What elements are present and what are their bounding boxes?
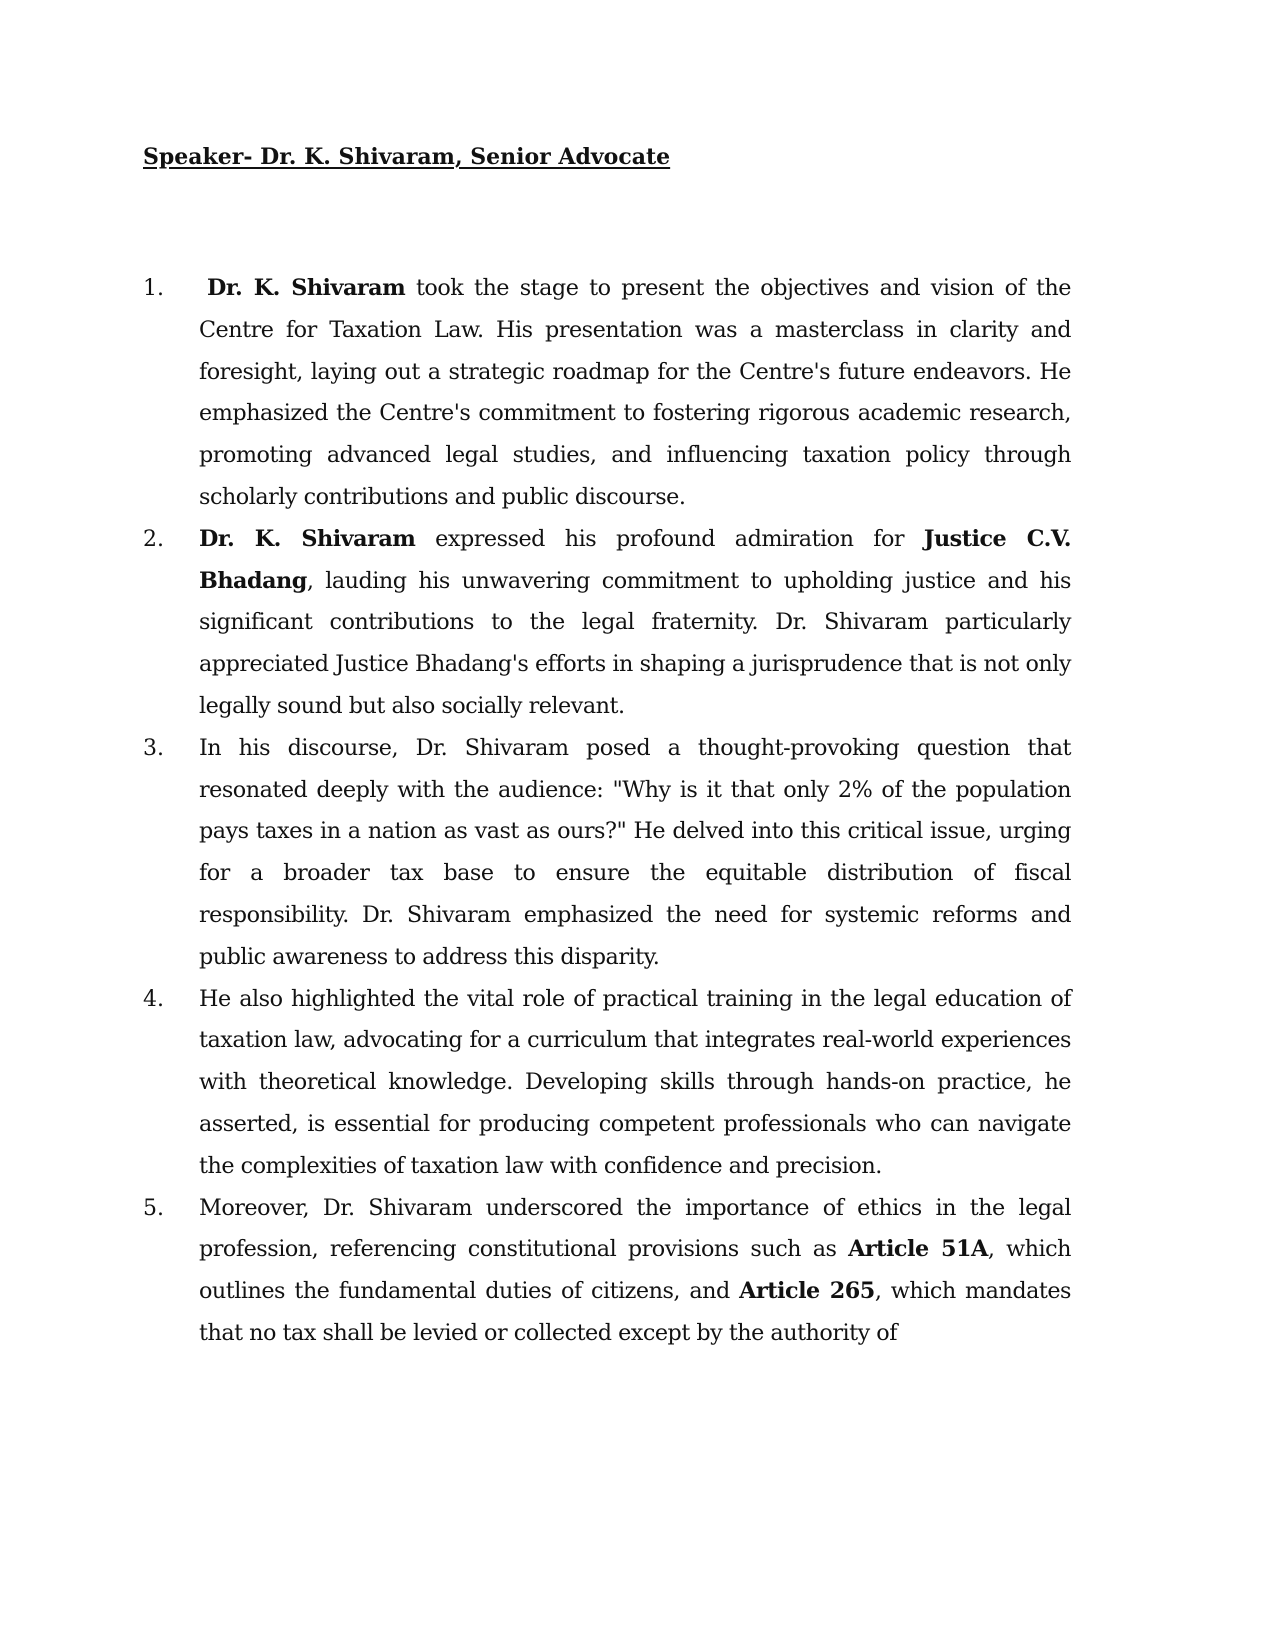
text-run: Moreover, Dr. Shivaram underscored the importance of ethics in the legal profession, referencing constitutional provisions such as <box>199 1194 1071 1263</box>
list-item <box>143 979 1071 1188</box>
speaker-heading: Speaker- Dr. K. Shivaram, Senior Advocate <box>143 144 671 170</box>
bold-reference: Article 265 <box>739 1278 875 1305</box>
list-item-text <box>199 268 1071 519</box>
list-item <box>143 728 1071 979</box>
list-item <box>143 1188 1071 1355</box>
list-item-text <box>199 519 1071 728</box>
list-number: 1. <box>143 276 164 301</box>
text-run: , lauding his unwavering commitment to upholding justice and his significant contributions to the legal fraternity. Dr. Shivaram particularly appreciated Justice Bhadang's efforts in shaping a jurisprudence that is not only legally sound but also socially relevant. <box>199 567 1071 719</box>
text-run: , which outlines the fundamental duties of citizens, and <box>199 1236 1071 1305</box>
list-number: 2. <box>143 526 164 552</box>
bold-reference: Article 51A <box>848 1236 988 1263</box>
list-number: 3. <box>143 735 164 761</box>
bold-name: Dr. K. Shivaram <box>207 275 406 301</box>
bold-name: Justice C.V. Bhadang <box>199 525 1071 594</box>
text-run: He also highlighted the vital role of practical training in the legal education of taxation law, advocating for a curriculum that integrates real-world experiences with theoretical knowledge. Developing skills through hands-on practice, he asserted, is essential for producing competent professionals who can navigate the complexities of taxation law with confidence and precision. <box>199 985 1071 1179</box>
text-run: , which mandates that no tax shall be levied or collected except by the authority of <box>199 1278 1072 1346</box>
list-number: 4. <box>143 986 164 1012</box>
text-run: took the stage to present the objectives and vision of the Centre for Taxation Law. His presentation was a masterclass in clarity and foresight, laying out a strategic roadmap for the Centre's future endeavors. He emphasized the Centre's commitment to fostering rigorous academic research, promoting advanced legal studies, and influencing taxation policy through scholarly contributions and public discourse. <box>199 275 1071 510</box>
numbered-list <box>143 268 1071 1355</box>
bold-name: Dr. K. Shivaram <box>199 525 416 552</box>
list-item-text <box>199 979 1071 1188</box>
list-item <box>143 268 1071 519</box>
list-item <box>143 519 1071 728</box>
list-item-text <box>199 1188 1071 1355</box>
text-run: In his discourse, Dr. Shivaram posed a thought-provoking question that resonated deeply with the audience: "Why is it that only 2% of the population pays taxes in a nation as vast as ours?" He delved into this critical issue, urging for a broader tax base to ensure the equitable distribution of fiscal responsibility. Dr. Shivaram emphasized the need for systemic reforms and public awareness to address this disparity. <box>199 734 1071 970</box>
text-run: expressed his profound admiration for <box>415 525 924 552</box>
list-item-text <box>199 728 1071 979</box>
list-number: 5. <box>143 1195 164 1221</box>
